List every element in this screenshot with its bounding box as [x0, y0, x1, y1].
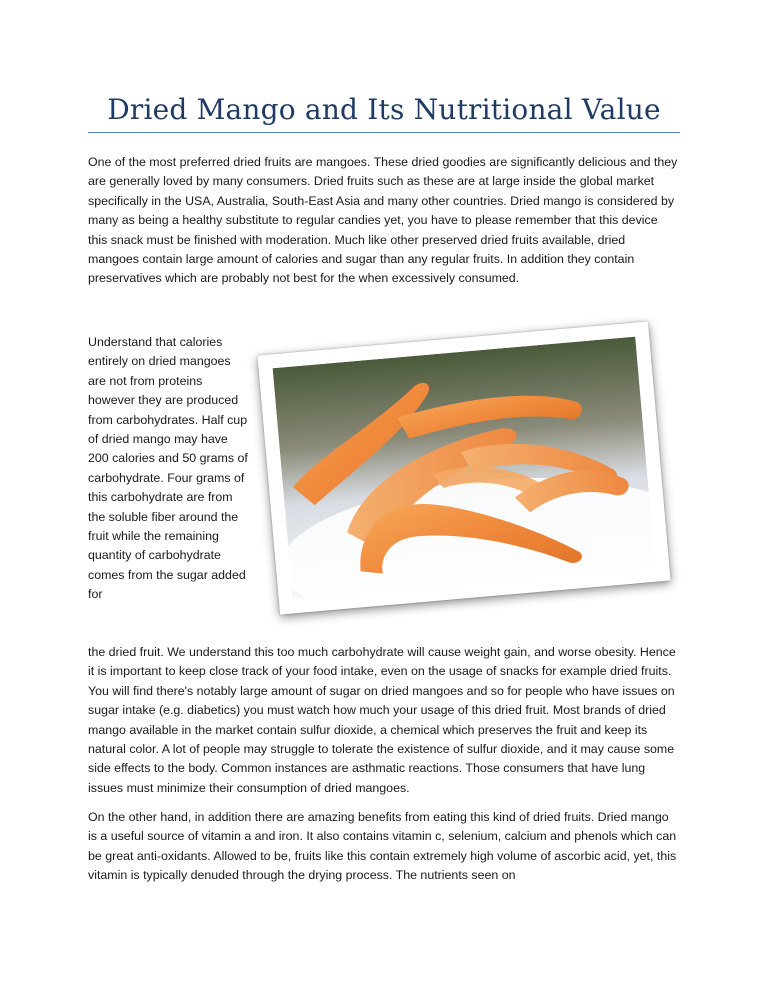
title-underline — [88, 132, 680, 133]
paragraph-intro: One of the most preferred dried fruits are mangoes. These dried goodies are significantly delicious and they are generally loved by many consumers. Dried fruits such as these are at large inside the global market specifically in the USA, Australia, South-East Asia and many other countries. Dried mango is considered by many as being a healthy substitute to regular candies yet, you have to please remember that this device this snack must be finished with moderation. Much like other preserved dried fruits available, dried mangoes contain large amount of calories and sugar than any regular fruits. In addition they contain preservatives which are probably not best for the when excessively consumed. — [88, 155, 678, 286]
paragraph-calories-continued: the dried fruit. We understand this too much carbohydrate will cause weight gain, and worse obesity. Hence it is important to keep close track of your food intake, even on the usage of snacks for example dried fruits. You will find there's notably large amount of sugar on dried mangoes and so for people who have issues on sugar intake (e.g. diabetics) you must watch how much your usage of this dried fruit. Most brands of dried mango available in the market contain sulfur dioxide, a chemical which preserves the fruit and keep its natural color. A lot of people may struggle to tolerate the existence of sulfur dioxide, and it may cause some side effects to the body. Common instances are asthmatic reactions. Those consumers that have lung issues must minimize their consumption of dried mangoes. — [88, 645, 676, 795]
paragraph-calories-wrapped: Understand that calories entirely on dried mangoes are not from proteins however they are produced from carbohydrates. Half cup of dried mango may have 200 calories and 50 grams of carbohydrate. Four grams of this carbohydrate are from the soluble fiber around the fruit while the remaining quantity of carbohydrate comes from the sugar added for — [88, 335, 248, 602]
dried-mango-image — [273, 337, 656, 600]
dried-mango-photo — [257, 321, 670, 614]
paragraph-benefits: On the other hand, in addition there are amazing benefits from eating this kind of dried fruits. Dried mango is a useful source of vitamin a and iron. It also contains vitamin c, selenium, calcium and phenols which can be great anti-oxidants. Allowed to be, fruits like this contain extremely high volume of ascorbic acid, yet, this vitamin is typically denuded through the drying process. The nutrients seen on — [88, 810, 677, 883]
page-title: Dried Mango and Its Nutritional Value — [107, 93, 661, 126]
